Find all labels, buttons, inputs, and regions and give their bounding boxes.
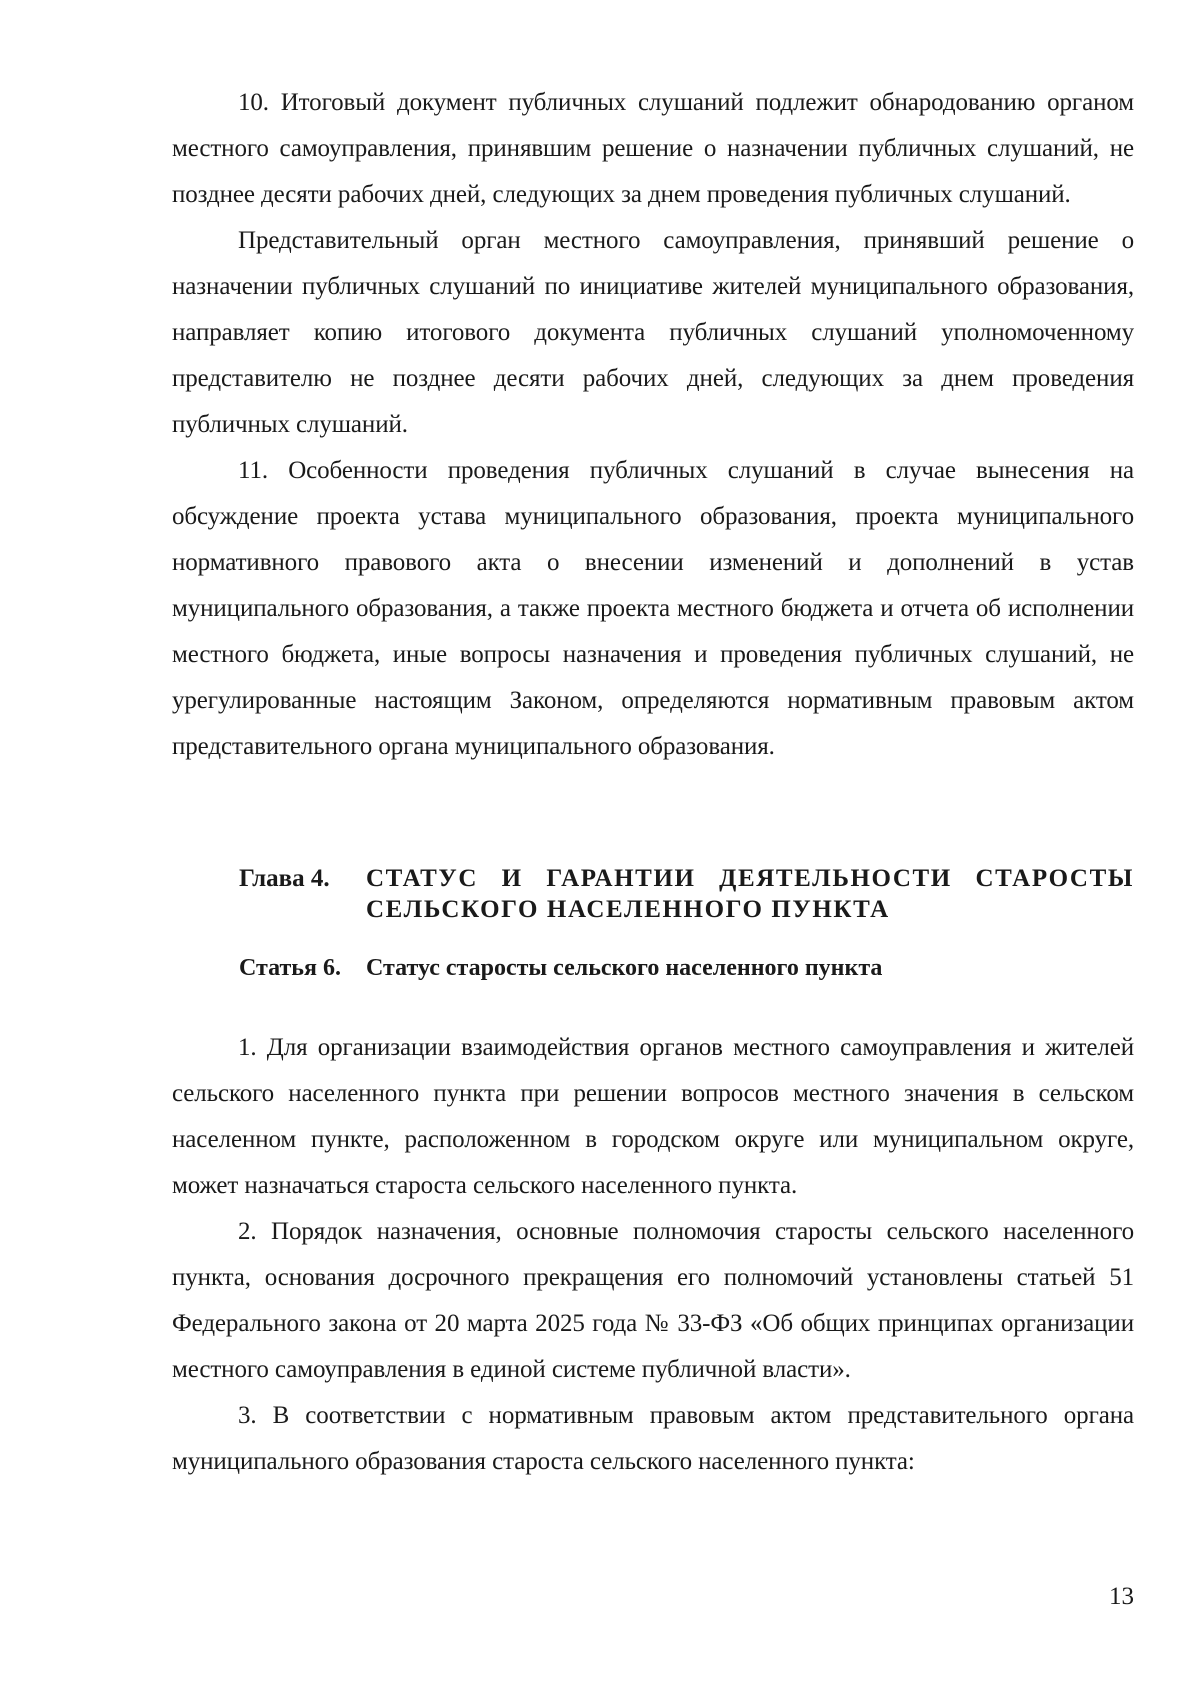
- article-6-paragraph-1: 1. Для организации взаимодействия органов местного самоуправления и жителей сельского населенного пункта при решении вопросов местного значения в сельском населенном пункте, расположенном в городском округе или муниципальном округе, может назначаться староста сельского населенного пункта.: [172, 1034, 1134, 1199]
- paragraph-representative-body: Представительный орган местного самоуправления, принявший решение о назначении публичных слушаний по инициативе жителей муниципального образования, направляет копию итогового документа публичных слушаний уполномоченному представителю не позднее десяти рабочих дней, следующих за днем проведения публичных слушаний.: [172, 227, 1134, 438]
- chapter-heading: [239, 863, 1134, 925]
- public-hearings-section: [172, 80, 1134, 770]
- article-6-paragraph-3: 3. В соответствии с нормативным правовым актом представительного органа муниципального образования староста сельского населенного пункта:: [172, 1402, 1134, 1475]
- article-number: Статья 6.: [239, 955, 341, 981]
- article-title: Статус старосты сельского населенного пункта: [366, 955, 883, 981]
- article-heading: [239, 953, 1139, 983]
- paragraph-10: 10. Итоговый документ публичных слушаний подлежит обнародованию органом местного самоуправления, принявшим решение о назначении публичных слушаний, не позднее десяти рабочих дней, следующих за днем проведения публичных слушаний.: [172, 89, 1134, 208]
- article-6-paragraph-2: 2. Порядок назначения, основные полномочия старосты сельского населенного пункта, основания досрочного прекращения его полномочий установлены статьей 51 Федерального закона от 20 марта 2025 года № 33-ФЗ «Об общих принципах организации местного самоуправления в единой системе публичной власти».: [172, 1218, 1134, 1383]
- article-6-section: [172, 1025, 1134, 1485]
- chapter-number: Глава 4.: [239, 865, 330, 892]
- page-number: 13: [1109, 1583, 1134, 1610]
- chapter-title: СТАТУС И ГАРАНТИИ ДЕЯТЕЛЬНОСТИ СТАРОСТЫ СЕЛЬСКОГО НАСЕЛЕННОГО ПУНКТА: [366, 865, 1134, 923]
- paragraph-11: 11. Особенности проведения публичных слушаний в случае вынесения на обсуждение проекта устава муниципального образования, проекта муниципального нормативного правового акта о внесении изменений и дополнений в устав муниципального образования, а также проекта местного бюджета и отчета об исполнении местного бюджета, иные вопросы назначения и проведения публичных слушаний, не урегулированные настоящим Законом, определяются нормативным правовым актом представительного органа муниципального образования.: [172, 457, 1134, 760]
